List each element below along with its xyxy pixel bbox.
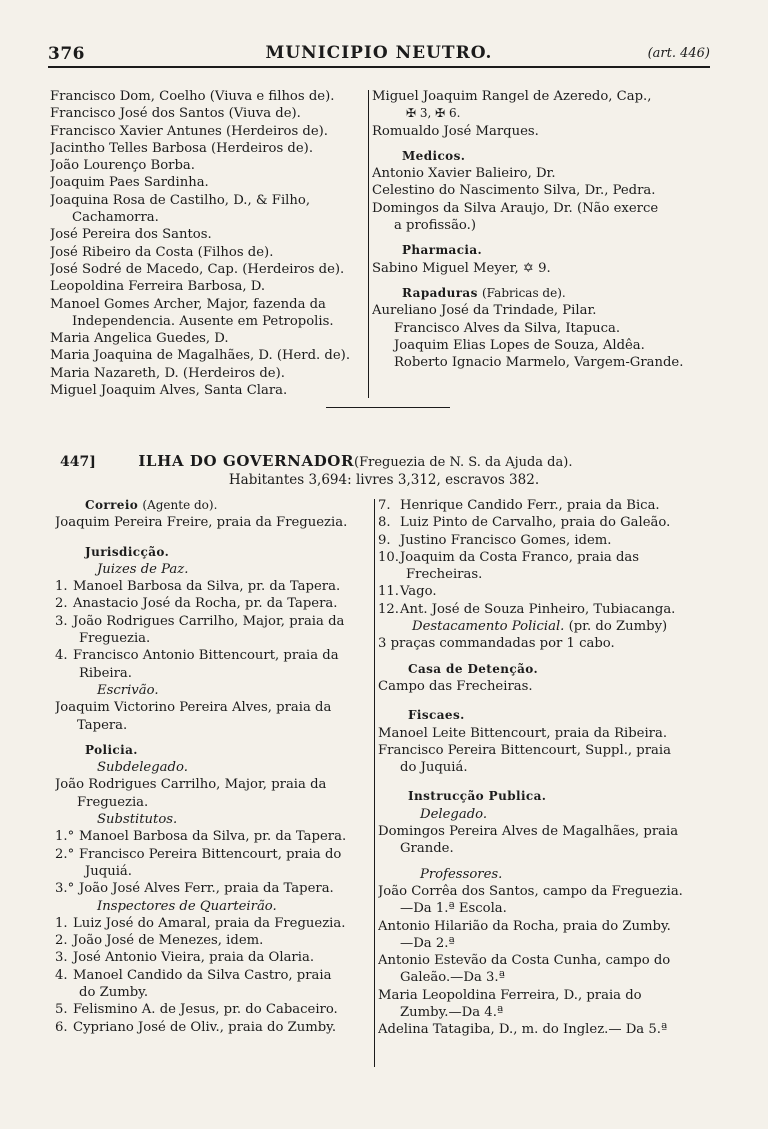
item-continuation: Frecheiras. — [406, 567, 483, 583]
list-item: Maria Angelica Guedes, D. — [50, 331, 229, 347]
professores-list — [378, 883, 698, 1039]
item-number: 4. — [55, 967, 68, 983]
list-item: Freguezia. — [77, 794, 149, 810]
destacamento-subtitle: (pr. do Zumby) — [568, 619, 668, 635]
list-item: —Da 1.ª Escola. — [400, 901, 507, 917]
item-text: Manoel Candido da Silva Castro, praia — [73, 967, 332, 983]
rapaduras-subtitle: (Fabricas de). — [481, 285, 566, 300]
population-line: Habitantes 3,694: livres 3,312, escravos 382. — [228, 472, 540, 488]
item-text: Cypriano José de Oliv., praia do Zumby. — [73, 1019, 337, 1035]
item-continuation: Ribeira. — [79, 665, 132, 681]
jurisdiccao-heading: Jurisdicção. — [85, 544, 170, 559]
list-item: Antonio Estevão da Costa Cunha, campo do — [378, 953, 671, 969]
item-text: Francisco Pereira Bittencourt, praia do — [79, 846, 342, 862]
page-number: 376 — [48, 44, 85, 64]
section-separator — [326, 407, 450, 408]
substitutos-list — [55, 828, 373, 897]
section-heading — [60, 452, 710, 470]
list-item: Francisco Alves da Silva, Itapuca. — [394, 320, 621, 336]
list-item: Miguel Joaquim Rangel de Azeredo, Cap., — [372, 89, 652, 104]
numbered-item — [55, 578, 373, 595]
numbered-item — [55, 846, 373, 863]
lower-left-column — [55, 497, 373, 1036]
list-item: Joaquim Pereira Freire, praia da Freguezia. — [55, 515, 348, 531]
section-heading-pharmacia: Pharmacia. — [402, 243, 483, 258]
article-ref: (art. 446) — [647, 46, 710, 61]
numbered-item — [55, 967, 373, 984]
item-continuation: Juquiá. — [85, 863, 132, 879]
fiscaes-heading: Fiscaes. — [408, 708, 465, 723]
numbered-item — [55, 1001, 373, 1018]
item-number: 11. — [378, 584, 399, 600]
juizes-list — [55, 578, 373, 682]
numbered-item — [378, 583, 698, 600]
list-item: Joaquim Elias Lopes de Souza, Aldêa. — [394, 337, 645, 353]
section-heading-rapaduras — [372, 285, 694, 302]
list-item: Tapera. — [77, 717, 128, 733]
item-text: Francisco Antonio Bittencourt, praia da — [73, 648, 339, 664]
numbered-item — [55, 828, 373, 845]
item-number: 5. — [55, 1002, 68, 1018]
running-header — [48, 40, 710, 68]
correio-title: Correio — [85, 498, 139, 512]
inspectores-heading: Inspectores de Quarteirão. — [97, 898, 277, 914]
item-text: Vago. — [400, 584, 437, 600]
destacamento-title: Destacamento Policial. — [412, 619, 565, 635]
list-item: Cachamorra. — [72, 210, 159, 226]
item-text: José Antonio Vieira, praia da Olaria. — [73, 950, 315, 966]
list-item: Jacintho Telles Barbosa (Herdeiros de). — [50, 140, 314, 156]
list-item: José Ribeiro da Costa (Filhos de). — [50, 244, 274, 260]
numbered-item — [55, 613, 373, 630]
list-item: José Pereira dos Santos. — [50, 227, 212, 243]
item-text: João José de Menezes, idem. — [73, 933, 264, 949]
top-right-column — [372, 88, 694, 371]
item-continuation: do Zumby. — [79, 985, 149, 1001]
numbered-item — [55, 932, 373, 949]
item-text: Ant. José de Souza Pinheiro, Tubiacanga. — [400, 601, 676, 617]
list-item: Manoel Leite Bittencourt, praia da Ribeira. — [378, 725, 668, 741]
item-number: 9. — [378, 532, 391, 548]
fiscaes-list — [378, 725, 698, 777]
list-item: Romualdo José Marques. — [372, 123, 539, 139]
list-item: João Rodrigues Carrilho, Major, praia da — [55, 777, 327, 793]
subdelegado-heading: Subdelegado. — [97, 760, 188, 776]
policia-heading: Policia. — [85, 742, 138, 757]
professores-heading: Professores. — [420, 866, 503, 882]
list-item: Zumby.—Da 4.ª — [400, 1005, 504, 1021]
list-item: José Sodré de Macedo, Cap. (Herdeiros de). — [50, 261, 345, 277]
item-text: Henrique Candido Ferr., praia da Bica. — [400, 498, 660, 513]
list-item: Francisco José dos Santos (Viuva de). — [50, 106, 301, 122]
correio-subtitle: (Agente do). — [142, 498, 218, 512]
destacamento-heading — [378, 618, 698, 635]
list-item: Antonio Xavier Balieiro, Dr. — [372, 166, 556, 182]
item-number: 1. — [55, 579, 68, 595]
item-number: 2. — [55, 596, 68, 612]
escrivao-heading: Escrivão. — [97, 682, 159, 698]
item-text: Luiz Pinto de Carvalho, praia do Galeão. — [400, 515, 671, 531]
rapaduras-list — [372, 302, 694, 371]
numbered-item — [55, 949, 373, 966]
item-text: João Rodrigues Carrilho, Major, praia da — [73, 613, 345, 629]
section-subtitle: (Freguezia de N. S. da Ajuda da). — [354, 455, 573, 470]
list-item: Francisco Xavier Antunes (Herdeiros de). — [50, 123, 328, 139]
list-item: Francisco Dom, Coelho (Viuva e filhos de). — [50, 89, 335, 104]
numbered-item — [55, 915, 373, 932]
numbered-item — [55, 1019, 373, 1036]
list-item: Roberto Ignacio Marmelo, Vargem-Grande. — [394, 355, 684, 371]
numbered-item — [55, 647, 373, 664]
list-item: Sabino Miguel Meyer, ✡ 9. — [372, 260, 551, 276]
item-number: 3. — [55, 613, 68, 629]
list-item: —Da 2.ª — [400, 935, 455, 951]
item-number: 1.° — [55, 829, 75, 845]
inspectores-list — [55, 915, 373, 1036]
numbered-item — [378, 601, 698, 618]
numbered-item — [55, 595, 373, 612]
decorations-line: ✠ 3, ✠ 6. — [406, 106, 461, 121]
list-item: João Lourenço Borba. — [50, 158, 195, 174]
list-item: Galeão.—Da 3.ª — [400, 970, 505, 986]
item-number: 8. — [378, 515, 391, 531]
list-item: Francisco Pereira Bittencourt, Suppl., praia — [378, 742, 671, 758]
delegado-list — [378, 823, 698, 858]
list-item: a profissão.) — [394, 218, 476, 234]
item-text: Manoel Barbosa da Silva, pr. da Tapera. — [73, 579, 341, 595]
list-item: Joaquina Rosa de Castilho, D., & Filho, — [50, 192, 311, 208]
item-number: 10. — [378, 549, 399, 565]
numbered-item — [378, 549, 698, 566]
list-item: Aureliano José da Trindade, Pilar. — [372, 303, 597, 319]
list-item: 3 praças commandadas por 1 cabo. — [378, 636, 615, 652]
numbered-item — [378, 497, 698, 514]
item-text: Joaquim da Costa Franco, praia das — [400, 549, 640, 565]
list-item: Campo das Frecheiras. — [378, 678, 533, 694]
list-item: Independencia. Ausente em Petropolis. — [72, 313, 334, 329]
item-number: 2. — [55, 933, 68, 949]
detencao-heading: Casa de Detenção. — [408, 661, 539, 676]
rapaduras-title: Rapaduras — [402, 285, 478, 300]
item-text: Felismino A. de Jesus, pr. do Cabaceiro. — [73, 1002, 338, 1018]
item-text: Luiz José do Amaral, praia da Freguezia. — [73, 915, 346, 931]
list-item: Manoel Gomes Archer, Major, fazenda da — [50, 296, 326, 312]
item-number: 3. — [55, 950, 68, 966]
list-item: Grande. — [400, 841, 454, 857]
item-number: 3.° — [55, 881, 75, 897]
column-divider — [374, 499, 375, 1067]
list-item: Antonio Hilarião da Rocha, praia do Zumby. — [378, 918, 671, 934]
subdelegado-list — [55, 776, 373, 811]
top-left-column — [50, 88, 368, 399]
running-title: MUNICIPIO NEUTRO. — [265, 43, 493, 63]
list-item: Domingos da Silva Araujo, Dr. (Não exerce — [372, 200, 659, 216]
list-item: Maria Leopoldina Ferreira, D., praia do — [378, 987, 642, 1003]
list-item: Leopoldina Ferreira Barbosa, D. — [50, 279, 266, 295]
section-heading-medicos: Medicos. — [402, 148, 466, 163]
list-item: Joaquim Paes Sardinha. — [50, 175, 209, 191]
juizes-heading: Juizes de Paz. — [97, 561, 189, 577]
section-title: ILHA DO GOVERNADOR — [138, 452, 355, 470]
list-item: Maria Joaquina de Magalhães, D. (Herd. de). — [50, 348, 351, 364]
lower-right-column — [378, 497, 698, 1039]
list-item: Maria Nazareth, D. (Herdeiros de). — [50, 365, 285, 381]
item-number: 1. — [55, 915, 68, 931]
correio-heading — [55, 497, 373, 514]
list-item: Miguel Joaquim Alves, Santa Clara. — [50, 383, 288, 399]
list-item: João Corrêa dos Santos, campo da Freguezia. — [378, 883, 683, 899]
medicos-list — [372, 165, 694, 234]
list-item: Adelina Tatagiba, D., m. do Inglez.— Da 5.ª — [378, 1022, 668, 1038]
item-continuation: Freguezia. — [79, 631, 151, 647]
item-text: Anastacio José da Rocha, pr. da Tapera. — [73, 596, 338, 612]
item-number: 12. — [378, 601, 399, 617]
item-number: 2.° — [55, 846, 75, 862]
column-divider — [368, 90, 369, 398]
item-number: 6. — [55, 1019, 68, 1035]
item-text: Justino Francisco Gomes, idem. — [400, 532, 612, 548]
section-number: 447] — [60, 454, 96, 470]
escrivao-list — [55, 699, 373, 734]
numbered-item — [378, 532, 698, 549]
list-item: do Juquiá. — [400, 760, 468, 776]
list-item: Domingos Pereira Alves de Magalhães, praia — [378, 824, 679, 840]
substitutos-heading: Substitutos. — [97, 812, 178, 828]
instruccao-heading: Instrucção Publica. — [408, 789, 547, 804]
item-number: 7. — [378, 498, 391, 513]
inspectores-continued-list — [378, 497, 698, 618]
item-number: 4. — [55, 648, 68, 664]
numbered-item — [55, 880, 373, 897]
numbered-item — [378, 514, 698, 531]
delegado-heading: Delegado. — [420, 806, 488, 822]
item-text: Manoel Barbosa da Silva, pr. da Tapera. — [79, 829, 347, 845]
list-item: Joaquim Victorino Pereira Alves, praia da — [55, 700, 332, 716]
item-text: João José Alves Ferr., praia da Tapera. — [79, 881, 334, 897]
list-item: Celestino do Nascimento Silva, Dr., Pedra. — [372, 183, 656, 199]
